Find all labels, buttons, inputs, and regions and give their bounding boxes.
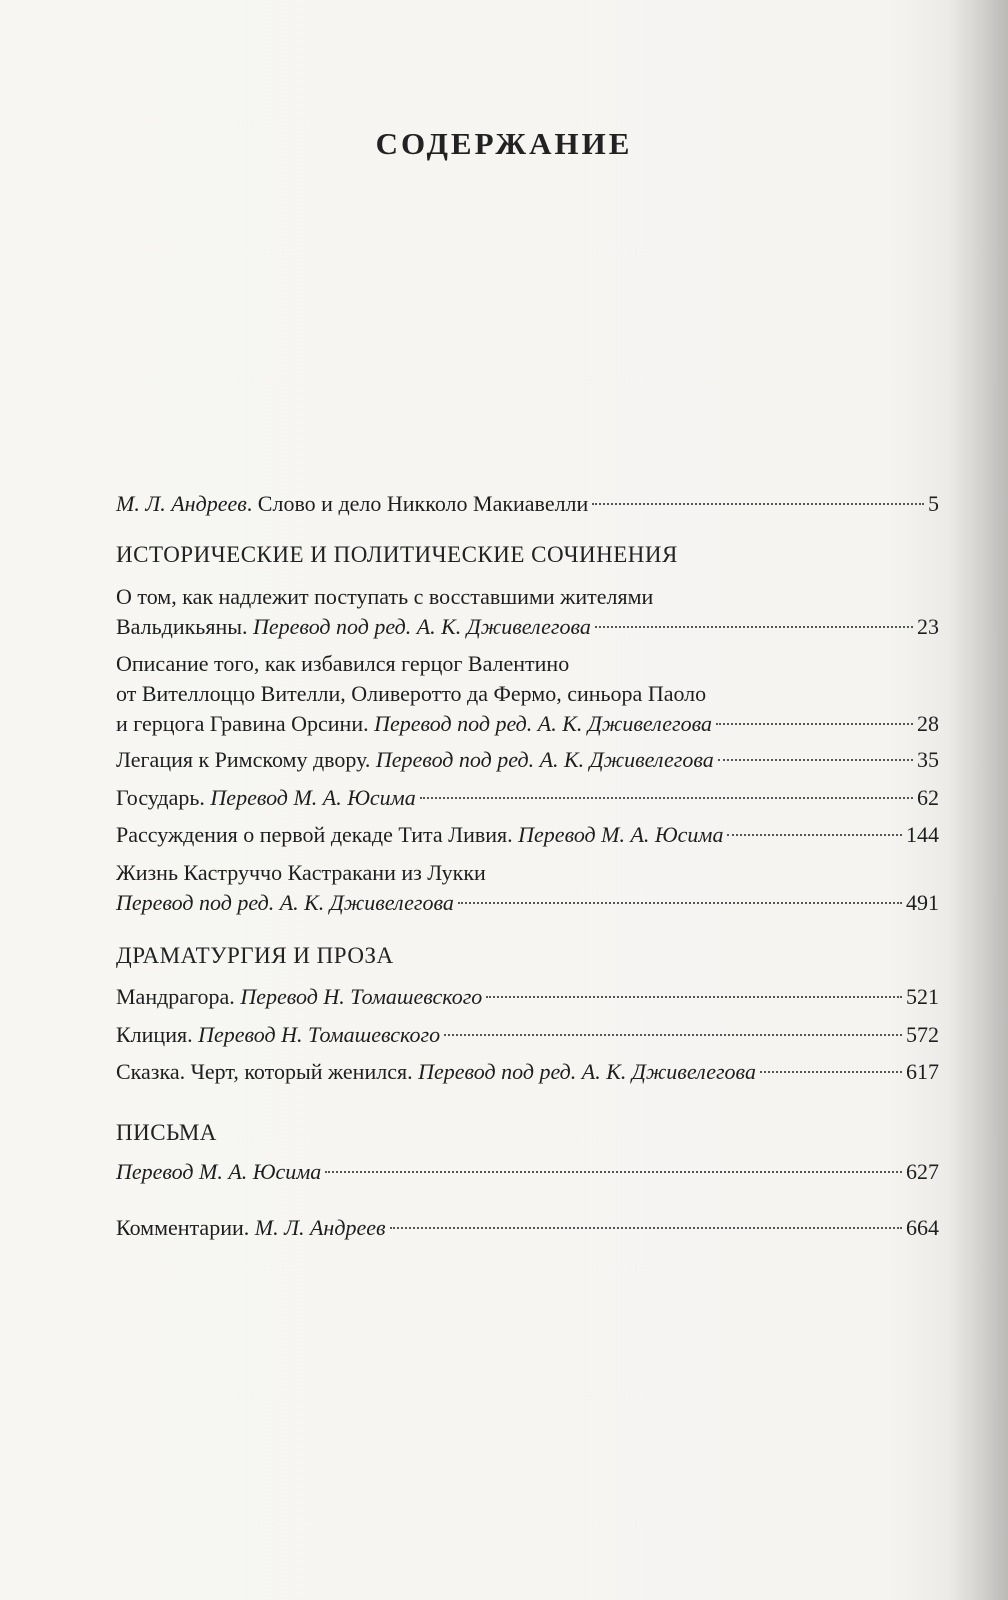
toc-entry-line: Описание того, как избавился герцог Валентино: [116, 651, 570, 676]
page-number: 664: [906, 1215, 939, 1240]
toc-entry-translator: Перевод Н. Томашевского: [234, 984, 483, 1009]
toc-entry-text: [116, 1213, 386, 1243]
toc-entry-intro: [116, 489, 939, 519]
toc-entry-text: [116, 612, 591, 642]
toc-row: [116, 783, 939, 813]
toc-row: [116, 612, 939, 642]
page-title: СОДЕРЖАНИЕ: [375, 126, 633, 161]
toc-entry-title: . Слово и дело Никколо Макиавелли: [246, 491, 589, 516]
toc-entry-text: [116, 820, 723, 850]
spine-shadow: [948, 0, 1008, 1600]
toc-row: [116, 489, 939, 519]
leader-dots: [595, 626, 913, 628]
page-number: 35: [917, 747, 939, 772]
toc-entry-title: Рассуждения о первой декаде Тита Ливия.: [116, 822, 513, 847]
toc-row: [116, 982, 939, 1012]
page-number: 491: [906, 890, 939, 915]
toc-entry-title: Государь.: [116, 785, 205, 810]
leader-dots: [486, 996, 902, 998]
page-number: 23: [917, 614, 939, 639]
section-heading-letters: ПИСЬМА: [116, 1120, 217, 1145]
toc-row: [116, 1213, 939, 1243]
toc-row: [116, 745, 939, 775]
toc-entry-text: [116, 783, 416, 813]
toc-entry-translator: Перевод под ред. А. К. Дживелегова: [368, 711, 712, 736]
toc-row: [116, 1157, 939, 1187]
toc-row: [116, 820, 939, 850]
toc-entry-discourses: [116, 820, 939, 850]
leader-dots: [716, 723, 913, 725]
toc-row: [116, 709, 939, 739]
toc-entry-text: [116, 1057, 756, 1087]
toc-entry-text: [116, 982, 482, 1012]
toc-entry-line: О том, как надлежит поступать с восставшими жителями: [116, 584, 654, 609]
toc-entry-commentary: [116, 1213, 939, 1243]
toc-entry-translator: Перевод М. А. Юсима: [116, 1159, 322, 1184]
leader-dots: [727, 834, 902, 836]
section-heading-historical: ИСТОРИЧЕСКИЕ И ПОЛИТИЧЕСКИЕ СОЧИНЕНИЯ: [116, 542, 678, 567]
toc-entry-text: [116, 709, 712, 739]
leader-dots: [718, 759, 913, 761]
toc-row: [116, 888, 939, 918]
leader-dots: [390, 1227, 902, 1229]
toc-entry-valdichiana: [116, 582, 939, 642]
toc-entry-translator: Перевод под ред. А. К. Дживелегова: [370, 747, 714, 772]
toc-entry-valentino: [116, 649, 939, 739]
leader-dots: [444, 1034, 902, 1036]
toc-entry-text: [116, 489, 588, 519]
section-heading-drama: ДРАМАТУРГИЯ И ПРОЗА: [116, 943, 394, 968]
toc-entry-legation: [116, 745, 939, 775]
toc-entry-translator: Перевод М. А. Юсима: [512, 822, 724, 847]
toc-entry-line: Жизнь Каструччо Кастракани из Лукки: [116, 860, 486, 885]
toc-entry-author: М. Л. Андреев: [116, 491, 247, 516]
leader-dots: [458, 902, 902, 904]
toc-entry-belfagor: [116, 1057, 939, 1087]
leader-dots: [592, 503, 924, 505]
page-number: 5: [928, 491, 939, 516]
toc-entry-text: [116, 745, 714, 775]
toc-entry-clizia: [116, 1020, 939, 1050]
toc-entry-mandragola: [116, 982, 939, 1012]
toc-entry-line: от Вителлоццо Вителли, Оливеротто да Фермо, синьора Паоло: [116, 681, 707, 706]
page-number: 521: [906, 984, 939, 1009]
toc-entry-castruccio: [116, 858, 939, 918]
toc-entry-title: Клиция.: [116, 1022, 193, 1047]
toc-entry-title: Комментарии.: [116, 1215, 250, 1240]
toc-entry-title: и герцога Гравина Орсини.: [116, 711, 369, 736]
leader-dots: [420, 797, 913, 799]
toc-entry-translator: Перевод М. А. Юсима: [204, 785, 416, 810]
toc-row: [116, 1057, 939, 1087]
toc-entry-author: М. Л. Андреев: [249, 1215, 386, 1240]
toc-entry-title: Мандрагора.: [116, 984, 235, 1009]
page-number: 62: [917, 785, 939, 810]
toc-entry-text: [116, 1020, 440, 1050]
toc-entry-translator: Перевод под ред. А. К. Дживелегова: [116, 890, 454, 915]
page-number: 144: [906, 822, 939, 847]
page-number: 572: [906, 1022, 939, 1047]
toc-row: [116, 1020, 939, 1050]
toc-entry-letters: [116, 1157, 939, 1187]
page-number: 28: [917, 711, 939, 736]
page-number: 627: [906, 1159, 939, 1184]
toc-entry-title: Легация к Римскому двору.: [116, 747, 371, 772]
leader-dots: [760, 1071, 902, 1073]
page-number: 617: [906, 1059, 939, 1084]
leader-dots: [325, 1171, 902, 1173]
toc-entry-translator: Перевод Н. Томашевского: [192, 1022, 441, 1047]
toc-entry-prince: [116, 783, 939, 813]
toc-entry-title: Сказка. Черт, который женился.: [116, 1059, 413, 1084]
toc-entry-translator: Перевод под ред. А. К. Дживелегова: [412, 1059, 756, 1084]
toc-entry-translator: Перевод под ред. А. К. Дживелегова: [247, 614, 591, 639]
toc-entry-title: Вальдикьяны.: [116, 614, 248, 639]
